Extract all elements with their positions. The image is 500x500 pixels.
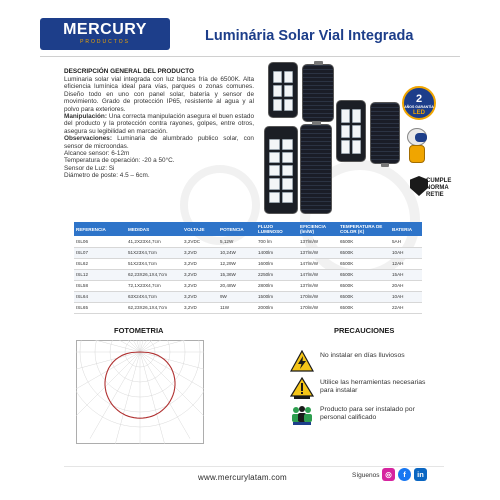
precaution-text: Producto para ser instalado por personal calificado — [320, 406, 415, 421]
mount-bracket — [381, 163, 389, 167]
warranty-label: AÑOS GARANTÍA — [404, 105, 434, 109]
table-cell: 2000lm — [256, 302, 298, 313]
table-cell: 6500K — [338, 247, 390, 258]
table-row — [74, 302, 422, 313]
table-cell: 6500K — [338, 236, 390, 247]
caution-tools-icon — [290, 377, 314, 399]
col-header: VOLTAJE — [182, 222, 218, 236]
retie-line: CUMPLE — [426, 178, 452, 184]
observations-paragraph — [64, 135, 254, 150]
fotometria-heading: FOTOMETRIA — [114, 326, 164, 335]
solar-panel-image — [300, 124, 332, 214]
table-cell: 3,2VD — [182, 247, 218, 258]
title-divider — [40, 56, 460, 57]
table-cell: 62,23X26,1X4,7cm — [126, 269, 182, 280]
mount-bracket — [312, 121, 321, 125]
table-cell: 12,29W — [218, 258, 256, 269]
spec-line: Temperatura de operación: -20 a 50°C. — [64, 157, 175, 165]
warranty-led: LED — [413, 110, 425, 116]
table-cell: 2800lm — [256, 280, 298, 291]
col-header: EFICIENCIA (lm/W) — [298, 222, 338, 236]
table-row — [74, 280, 422, 291]
table-cell: 3,2VD — [182, 291, 218, 302]
table-cell: 5,12W — [218, 236, 256, 247]
spec-line: Sensor de Luz: Si — [64, 164, 115, 172]
table-cell: 3,2VDC — [182, 236, 218, 247]
description-text: Luminaria solar vial integrada con luz blanca fría de 6500K. Alta eficiencia lumínica ideal para vías, parques o zonas comunes. Diseño todo en uno con panel solar, batería y sensor de movimiento. Grado de protección IP65, resistente al agua y al polvo para exteriores. — [64, 75, 254, 113]
warranty-years: 2 — [415, 93, 423, 105]
manipulation-label: Manipulación: — [64, 112, 107, 120]
col-header: POTENCIA — [218, 222, 256, 236]
table-cell: 2250lm — [256, 269, 298, 280]
facebook-icon[interactable]: f — [398, 468, 411, 481]
precautions-heading: PRECAUCIONES — [334, 326, 395, 335]
table-cell: 63X24X4,7cm — [126, 291, 182, 302]
table-cell: 20AH — [390, 280, 422, 291]
table-cell: 1400lm — [256, 247, 298, 258]
precaution-text: Utilice las herramientas necesarias para instalar — [320, 379, 426, 394]
solar-panel-image — [370, 102, 400, 164]
table-cell: 15,36W — [218, 269, 256, 280]
table-cell: 10AH — [390, 291, 422, 302]
table-cell: 147lm/W — [298, 269, 338, 280]
table-row — [74, 291, 422, 302]
spec-line: Alcance sensor: 6-12m — [64, 149, 130, 157]
observations-text: Luminaria de alumbrado publico solar, con sensor de microondas. — [64, 135, 254, 150]
page-title: Luminária Solar Vial Integrada — [205, 28, 414, 44]
table-cell: ISL64 — [74, 291, 126, 302]
footer-divider — [64, 466, 444, 467]
observations-label: Observaciones: — [64, 135, 112, 143]
table-cell: 6500K — [338, 280, 390, 291]
retie-line: NORMA — [426, 185, 449, 191]
warranty-badge — [402, 86, 436, 120]
manipulation-paragraph — [64, 113, 254, 135]
table-cell: 15AH — [390, 269, 422, 280]
table-cell: 1500lm — [256, 291, 298, 302]
table-cell: ISL62 — [74, 258, 126, 269]
table-cell: 41,2X23X4,7cm — [126, 236, 182, 247]
table-cell: 137lm/W — [298, 236, 338, 247]
astronaut-mascot-icon — [404, 128, 430, 166]
table-cell: 10AH — [390, 247, 422, 258]
precaution-item — [290, 350, 430, 378]
table-cell: 3,2VD — [182, 302, 218, 313]
table-cell: 12AH — [390, 258, 422, 269]
table-cell: 137lm/W — [298, 247, 338, 258]
polar-photometry-chart — [76, 340, 204, 444]
specifications-table — [74, 222, 422, 314]
table-cell: 72,1X23X4,7cm — [126, 280, 182, 291]
table-row — [74, 258, 422, 269]
table-cell: 51X23X4,7cm — [126, 247, 182, 258]
table-cell: 6500K — [338, 302, 390, 313]
table-cell: ISL58 — [74, 280, 126, 291]
description-block — [64, 68, 254, 180]
description-heading: DESCRIPCIÓN GENERAL DEL PRODUCTO — [64, 68, 194, 75]
table-cell: 137lm/W — [298, 280, 338, 291]
precaution-item — [290, 404, 430, 432]
luminaire-front-image — [264, 126, 298, 214]
brand-logo — [40, 18, 170, 50]
col-header: REFERENCIA — [74, 222, 126, 236]
follow-label: Síguenos — [352, 472, 380, 479]
col-header: MEDIDAS — [126, 222, 182, 236]
table-cell: 6500K — [338, 258, 390, 269]
led-array — [341, 109, 361, 153]
spec-line: Diámetro de poste: 4.5 – 6cm. — [64, 172, 150, 180]
brand-tagline: PRODUCTOS — [80, 39, 130, 45]
retie-line: RETIE — [426, 192, 444, 198]
table-cell: ISL12 — [74, 269, 126, 280]
table-row — [74, 236, 422, 247]
brand-name: MERCURY — [63, 21, 147, 38]
table-cell: 9W — [218, 291, 256, 302]
table-cell: 62,23X26,1X4,7cm — [126, 302, 182, 313]
led-array — [269, 139, 293, 203]
table-cell: 20,48W — [218, 280, 256, 291]
table-cell: 22AH — [390, 302, 422, 313]
manipulation-text: Una correcta manipulación asegura el buen estado del producto y la protección contra rayones, golpes, entre otros, asegura su legibilidad en marcación. — [64, 112, 254, 135]
instagram-icon[interactable]: ◎ — [382, 468, 395, 481]
qualified-personnel-icon — [290, 404, 314, 426]
col-header: BATERIA — [390, 222, 422, 236]
table-row — [74, 247, 422, 258]
table-cell: 3,2VD — [182, 258, 218, 269]
table-row — [74, 269, 422, 280]
lightning-warning-icon — [290, 350, 314, 372]
col-header: TEMPERATURA DE COLOR (K) — [338, 222, 390, 236]
table-cell: 700 lm — [256, 236, 298, 247]
table-cell: 6500K — [338, 269, 390, 280]
table-cell: 51X23X4,7cm — [126, 258, 182, 269]
table-cell: ISL06 — [74, 236, 126, 247]
precaution-item — [290, 377, 430, 405]
led-array — [273, 71, 293, 111]
solar-panel-image — [302, 64, 334, 122]
table-cell: 147lm/W — [298, 258, 338, 269]
table-cell: ISL65 — [74, 302, 126, 313]
retie-compliance-badge — [410, 176, 462, 210]
precaution-text: No instalar en días lluviosos — [320, 352, 405, 359]
table-cell: 6500K — [338, 291, 390, 302]
table-cell: 10,24W — [218, 247, 256, 258]
table-cell: 5AH — [390, 236, 422, 247]
mount-bracket — [314, 61, 323, 65]
table-cell: 11W — [218, 302, 256, 313]
col-header: FLUJO LUMINOSO — [256, 222, 298, 236]
website-link[interactable]: www.mercurylatam.com — [198, 473, 287, 482]
table-cell: 3,2VD — [182, 269, 218, 280]
table-cell: ISL07 — [74, 247, 126, 258]
table-header-row — [74, 222, 422, 236]
table-cell: 1600lm — [256, 258, 298, 269]
table-cell: 3,2VD — [182, 280, 218, 291]
luminaire-front-image — [336, 100, 366, 162]
table-cell: 170lm/W — [298, 302, 338, 313]
table-cell: 170lm/W — [298, 291, 338, 302]
luminaire-front-image — [268, 62, 298, 118]
linkedin-icon[interactable]: in — [414, 468, 427, 481]
